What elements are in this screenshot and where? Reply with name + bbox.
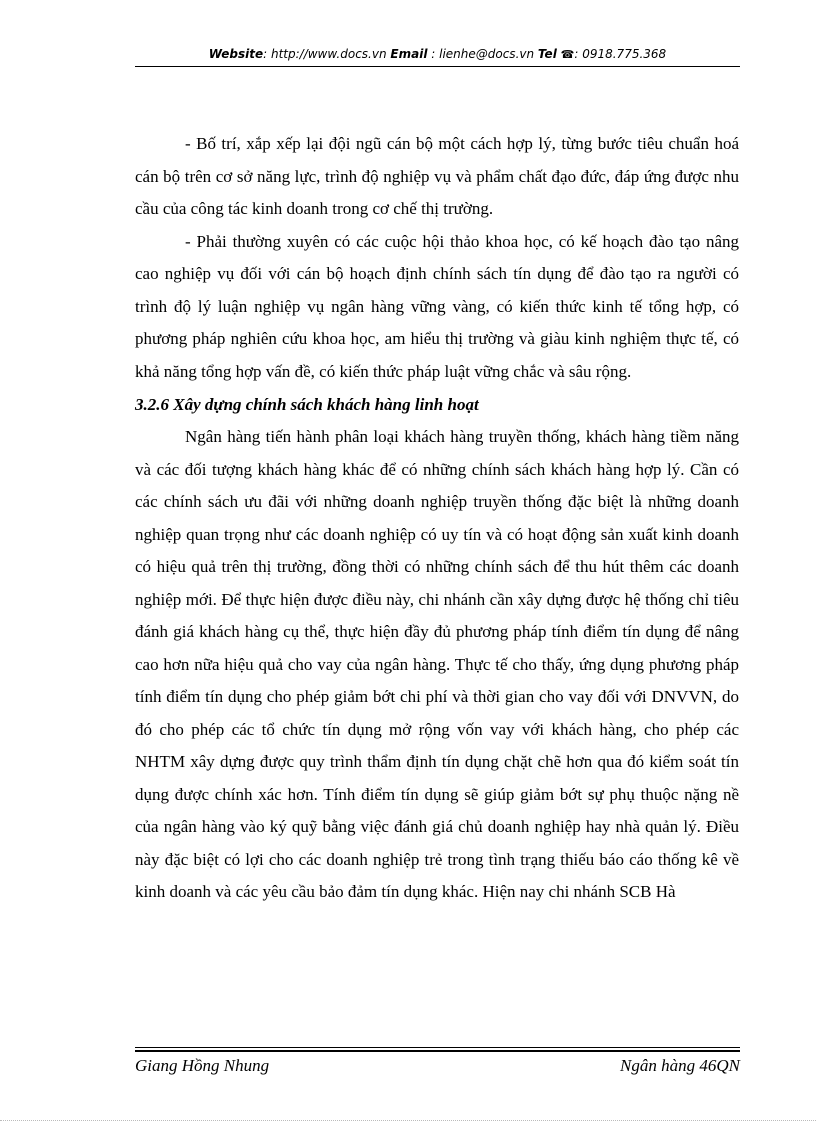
website-value[interactable]: http://www.docs.vn <box>270 47 387 61</box>
website-label: Website <box>208 47 264 61</box>
footer-class: Ngân hàng 46QN <box>620 1056 740 1075</box>
phone-icon: ☎ <box>560 48 575 61</box>
email-value[interactable]: lienhe@docs.vn <box>439 47 535 61</box>
footer-divider-thick <box>135 1050 740 1052</box>
footer-author: Giang Hồng Nhung <box>135 1056 270 1075</box>
footer-divider-thin <box>135 1047 740 1048</box>
bullet-paragraph-1: - Bố trí, xắp xếp lại đội ngũ cán bộ một cách hợp lý, từng bước tiêu chuẩn hoá cán bộ trên cơ sở năng lực, trình độ nghiệp vụ và phẩm chất đạo đức, đáp ứng được nhu cầu của công tác kinh doanh trong cơ chế thị trường. <box>135 134 739 218</box>
body-paragraph: Ngân hàng tiến hành phân loại khách hàng truyền thống, khách hàng tiềm năng và các đối tượng khách hàng khác để có những chính sách khách hàng hợp lý. Cần có các chính sách ưu đãi với những doanh nghiệp truyền thống đặc biệt là những doanh nghiệp quan trọng như các doanh nghiệp có uy tín và có hoạt động sản xuất kinh doanh có hiệu quả trên thị trường, đồng thời có những chính sách để thu hút thêm các doanh nghiệp mới. Để thực hiện được điều này, chi nhánh cần xây dựng được hệ thống chỉ tiêu đánh giá khách hàng cụ thể, thực hiện đầy đủ phương pháp tính điểm tín dụng để nâng cao hơn nữa hiệu quả cho vay của ngân hàng. Thực tế cho thấy, ứng dụng phương pháp tính điểm tín dụng cho phép giảm bớt chi phí và thời gian cho vay đối với DNVVN, do đó cho phép các tổ chức tín dụng mở rộng vốn vay với khách hàng, cho phép các NHTM xây dựng được quy trình thẩm định tín dụng chặt chẽ hơn qua đó kiểm soát tín dụng được chính xác hơn. Tính điểm tín dụng sẽ giúp giảm bớt sự phụ thuộc nặng nề của ngân hàng vào ký quỹ bằng việc đánh giá chủ doanh nghiệp hay nhà quản lý. Điều này đặc biệt có lợi cho các doanh nghiệp trẻ trong tình trạng thiếu báo cáo thống kê về kinh doanh và các yêu cầu bảo đảm tín dụng khác. Hiện nay chi nhánh SCB Hà <box>135 427 739 901</box>
page-header: Website: http://www.docs.vn Email : lienhe@docs.vn Tel ☎: 0918.775.368 <box>208 47 667 61</box>
header-divider <box>135 66 740 67</box>
bullet-paragraph-2: - Phải thường xuyên có các cuộc hội thảo khoa học, có kế hoạch đào tạo nâng cao nghiệp vụ đối với cán bộ hoạch định chính sách tín dụng để đào tạo ra người có trình độ lý luận nghiệp vụ ngân hàng vững vàng, có kiến thức kinh tế tổng hợp, có phương pháp nghiên cứu khoa học, am hiểu thị trường và giàu kinh nghiệm thực tế, có khả năng tổng hợp vấn đề, có kiến thức pháp luật vững chắc và sâu rộng. <box>135 231 739 381</box>
body-text <box>135 128 739 909</box>
section-heading: 3.2.6 Xây dựng chính sách khách hàng linh hoạt <box>135 395 479 414</box>
tel-value: 0918.775.368 <box>582 47 667 61</box>
email-label: Email <box>390 47 428 61</box>
tel-label: Tel <box>537 47 557 61</box>
page-bottom-border <box>0 1120 816 1121</box>
